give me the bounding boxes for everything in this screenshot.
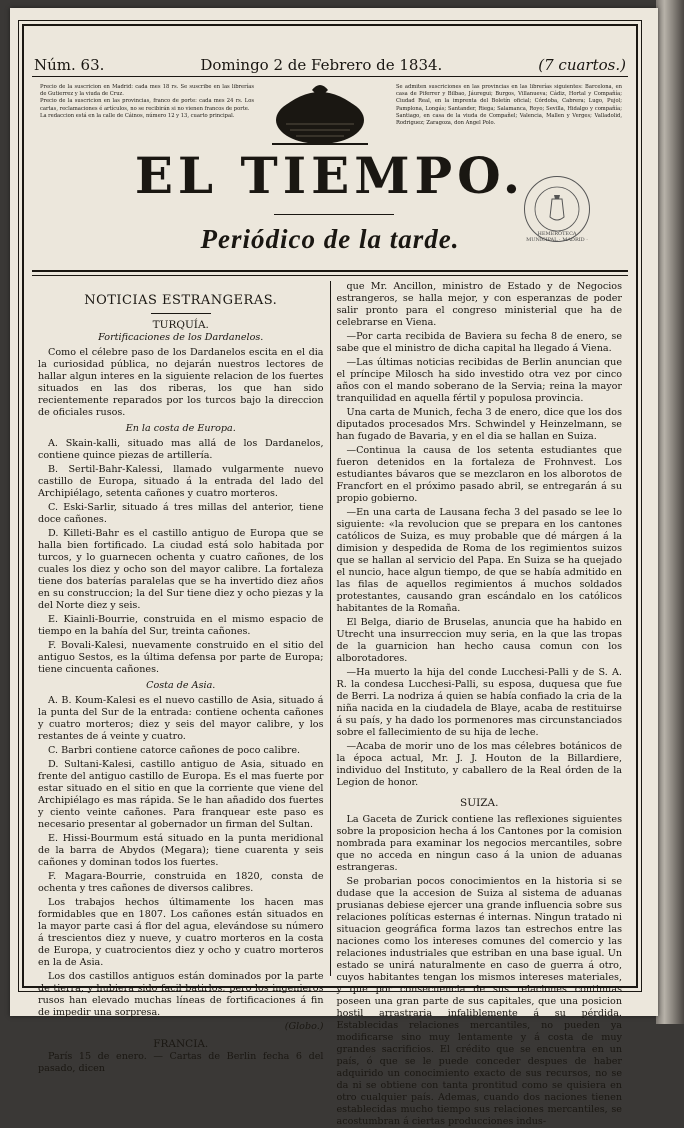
paragraph: D. Killeti-Bahr es el castillo antiguo de Europa que se halla bien fortificado. La ciudad está solo habitada por turcos, y lo guarnecen ochenta y cuatro cañones, de los cuales los diez y ocho son del mayor calibre. La fortaleza tiene dos baterías paralelas que se ha invertido diez años en su construccion; la del Sur tiene diez y ocho piezas y la del Norte diez y seis. — [38, 528, 324, 611]
subheading-asia: Costa de Asia. — [146, 680, 216, 691]
subheading-fortificaciones: Fortificaciones de los Dardanelos. — [98, 332, 264, 343]
paragraph: —Acaba de morir uno de los mas célebres botánicos de la época actual, Mr. J. J. Houton de la Billardiere, individuo del Instituto, y caballero de la Real órden de la Legion de honor. — [336, 741, 622, 788]
paragraph: Una carta de Munich, fecha 3 de enero, dice que los dos diputados procesados Mrs. Schwindel y Heinzelmann, se han fugado de Bavaria, y en el dia se hallan en Suiza. — [336, 407, 622, 442]
section-heading-noticias: NOTICIAS ESTRANGERAS. — [84, 293, 278, 308]
title-ornament-rule — [274, 214, 394, 215]
subheading-europa: En la costa de Europa. — [125, 423, 236, 434]
paragraph: —Por carta recibida de Baviera su fecha 8 de enero, se sabe que el ministro de dicha capital ha llegado á Viena. — [336, 331, 622, 354]
notice-left-line: Precio de la suscricion en las provincias, franco de porte: cada mes 24 rs. Los cartas, reclamaciones é artículos, no se recibirán si no vienen francos de porte. — [40, 98, 254, 112]
paragraph: A. B. Koum-Kalesi es el nuevo castillo de Asia, situado á la punta del Sur de la entrada: contiene ochenta cañones y cuatro morteros; diez y seis del mayor calibre, y los restantes de á veinte y cuatro. — [38, 695, 324, 742]
paragraph: —Ha muerto la hija del conde Lucchesi-Palli y de S. A. R. la condesa Lucchesi-Palli, su esposa, duquesa que fue de Berri. La nodriza á quien se había confiado la cria de la niña nacida en la ciudadela de Blaye, acaba de restituirse á su país, y ha dado los pormenores mas circunstanciados sobre el fallecimiento de su hija de leche. — [336, 667, 622, 738]
notice-left-line: Precio de la suscricion en Madrid: cada mes 18 rs. Se suscribe en las librerías de Gutierrez y la viuda de Cruz. — [40, 84, 254, 98]
library-stamp — [524, 176, 590, 242]
issue-price: (7 cuartos.) — [538, 56, 626, 74]
paragraph: —En una carta de Lausana fecha 3 del pasado se lee lo siguiente: «la revolucion que se prepara en los cantones católicos de Suiza, es muy probable que dé márgen á la dimision y despedida de Roma de los regimientos suizos que se hallan al servicio del Papa. En Suiza se ha quejado el nuncio, hace algun tiempo, de que se había admitido en las filas de aquellos regimientos á muchos soldados protestantes, causando gran escándalo en los católicos habitantes de la Romaña. — [336, 507, 622, 614]
section-heading-suiza: SUIZA. — [460, 797, 499, 809]
paragraph: B. Sertil-Bahr-Kalessi, llamado vulgarmente nuevo castillo de Europa, situado á la entrada del lado del Archipiélago, setenta cañones y cuatro morteros. — [38, 464, 324, 499]
notice-right-line: Se admiten suscriciones en las provincias en las librerías siguientes: Barcelona, en casa de Piferrer y Bilbao, Jáuregui; Burgos, Villanueva; Cádiz, Hortal y Compañía; Ciudad Real, en la imprenta del Boletín oficial; Córdoba, Cabrera; Lugo, Pujol; Pamplona, Longás; Santander, Riega; Salamanca, Royo; Sevilla, Hidalgo y compañía; Santiago, en casa de la viuda de Compañel; Valencia, Mallen y Verges; Valladolid, Rodriguez; Zaragoza, don Angel Polo. — [396, 84, 622, 127]
masthead-title: EL TIEMPO. — [134, 146, 526, 205]
newspaper-page — [10, 8, 658, 1127]
masthead-rule — [32, 270, 628, 272]
paragraph: —Continua la causa de los setenta estudiantes que fueron detenidos en la fortaleza de Frohnvest. Los estudiantes bávaros que se mezclaron en los alborotos de Francfort en el próximo pasado abril, se entregarán á su propio gobierno. — [336, 445, 622, 504]
issue-date: Domingo 2 de Febrero de 1834. — [200, 56, 443, 74]
subscription-notice-left — [40, 84, 254, 120]
page-frame — [22, 24, 638, 1127]
column-left — [32, 281, 330, 1074]
column-right — [330, 281, 629, 1127]
paragraph: F. Magara-Bourrie, construida en 1820, consta de ochenta y tres cañones de diversos calibres. — [38, 871, 324, 894]
source-signature: (Globo.) — [284, 1021, 324, 1032]
book-binding — [656, 0, 684, 1024]
paragraph: F. Bovali-Kalesi, nuevamente construido en el sitio del antiguo Sestos, es la última defensa por parte de Europa; tiene cincuenta cañones. — [38, 640, 324, 675]
masthead-emblem-icon — [272, 80, 368, 150]
masthead-subtitle: Periódico de la tarde. — [200, 224, 460, 254]
section-heading-turquia: TURQUÍA. — [152, 319, 209, 331]
heading-rule — [151, 313, 211, 314]
paragraph: que Mr. Ancillon, ministro de Estado y de Negocios estrangeros, se halla mejor, y con esperanzas de poder salir pronto para el congreso ministerial que ha de celebrarse en Viena. — [336, 281, 622, 328]
paragraph: Los dos castillos antiguos están dominados por la parte de tierra, y hubiera sido facil batirlos; pero los ingenieros rusos han elevado muchas líneas de fortificaciones á fin de impedir una sorpresa. — [38, 971, 324, 1018]
section-heading-francia: FRANCIA. — [153, 1038, 209, 1050]
paragraph: C. Eski-Sarlir, situado á tres millas del anterior, tiene doce cañones. — [38, 502, 324, 525]
article-columns — [32, 281, 628, 1127]
issue-number: Núm. 63. — [34, 56, 105, 74]
paragraph: La Gaceta de Zurick contiene las reflexiones siguientes sobre la proposicion hecha á los Cantones por la comision nombrada para examinar los negocios mercantiles, sobre que no acceda en ningun caso á la union de aduanas estrangeras. — [336, 814, 622, 873]
masthead-rule-thin — [32, 275, 628, 276]
paragraph: El Belga, diario de Bruselas, anuncia que ha habido en Utrecht una insurreccion muy seria, en la que las tropas de la guarnicion han hecho causa comun con los alborotadores. — [336, 617, 622, 664]
issue-line — [34, 56, 626, 74]
paragraph: Como el célebre paso de los Dardanelos escita en el dia la curiosidad pública, no dejarán nuestros lectores de hallar algun interes en la siguiente relacion de los fuertes situados en las dos riberas, los que han sido recientemente reparados por los turcos bajo la direccion de oficiales rusos. — [38, 347, 324, 418]
paragraph: C. Barbri contiene catorce cañones de poco calibre. — [48, 745, 301, 756]
notice-left-line: La redaccion está en la calle de Cáinos, número 12 y 13, cuarto principal. — [40, 112, 235, 119]
paragraph: Se probarian pocos conocimientos en la historia si se dudase que la accesion de Suiza al sistema de aduanas prusianas debiese ejercer una grande influencia sobre sus relaciones políticas esternas é internas. Ningun tratado ni situacion geográfica forma lazos tan estrechos entre las naciones como los intereses comunes del comercio y las relaciones industriales que estriban en una base igual. Un estado se unirá naturalmente en caso de guerra á otro, cuyos habitantes tengan los mismos intereses materiales, y que por consecuencia de sus relaciones continuas poseen una gran parte de sus capitales, que una posicion hostil arrastraria infaliblemente á su pérdida. Establecidas relaciones mercantiles, no pueden ya modificarse sino muy lentamente y á costa de muy grandes sacrificios. El crédito que se encuentra en un país, ó que se le puede conceder despues de haber adquirido un conocimiento exacto de sus recursos, no se da ni se obtiene con tanta prontitud como se quisiera en otro cualquier país. Ademas, cuando dos naciones tienen establecidas mucho tiempo sus relaciones mercantiles, se acostumbran á ciertas producciones indus- — [336, 876, 622, 1127]
paragraph: París 15 de enero. — Cartas de Berlin fecha 6 del pasado, dicen — [38, 1051, 324, 1074]
paragraph: E. Kiainli-Bourrie, construida en el mismo espacio de tiempo en la bahía del Sur, treinta cañones. — [38, 614, 324, 637]
paragraph: Los trabajos hechos últimamente los hacen mas formidables que en 1807. Los cañones están situados en la mayor parte casi á flor del agua, elevándose su número á trescientos diez y nueve, y cuatro morteros en la costa de Europa, y cuatrocientos diez y ocho y cuatro morteros en la de Asia. — [38, 897, 324, 968]
subscription-notice-right — [396, 84, 622, 127]
top-rule — [32, 76, 628, 77]
paragraph: A. Skain-kalli, situado mas allá de los Dardanelos, contiene quince piezas de artillería. — [38, 438, 324, 461]
paragraph: —Las últimas noticias recibidas de Berlin anuncian que el príncipe Milosch ha sido investido otra vez por cinco años con el mando soberano de la Servia; reina la mayor tranquilidad en aquella fértil y populosa provincia. — [336, 357, 622, 404]
stamp-text: HEMEROTECA MUNICIPAL · MADRID · — [526, 231, 588, 243]
paragraph: D. Sultani-Kalesi, castillo antiguo de Asia, situado en frente del antiguo castillo de Europa. Es el mas fuerte por estar situado en el sitio en que la corriente que viene del Archipiélago es mas rápida. Se le han añadido dos fuertes y ciento veinte cañones. Para franquear este paso es necesario presentar al gobernador un firman del Sultan. — [38, 759, 324, 830]
paragraph: E. Hissi-Bourmum está situado en la punta meridional de la barra de Abydos (Megara); tiene cuarenta y seis cañones y dominan todos los fuertes. — [38, 833, 324, 868]
